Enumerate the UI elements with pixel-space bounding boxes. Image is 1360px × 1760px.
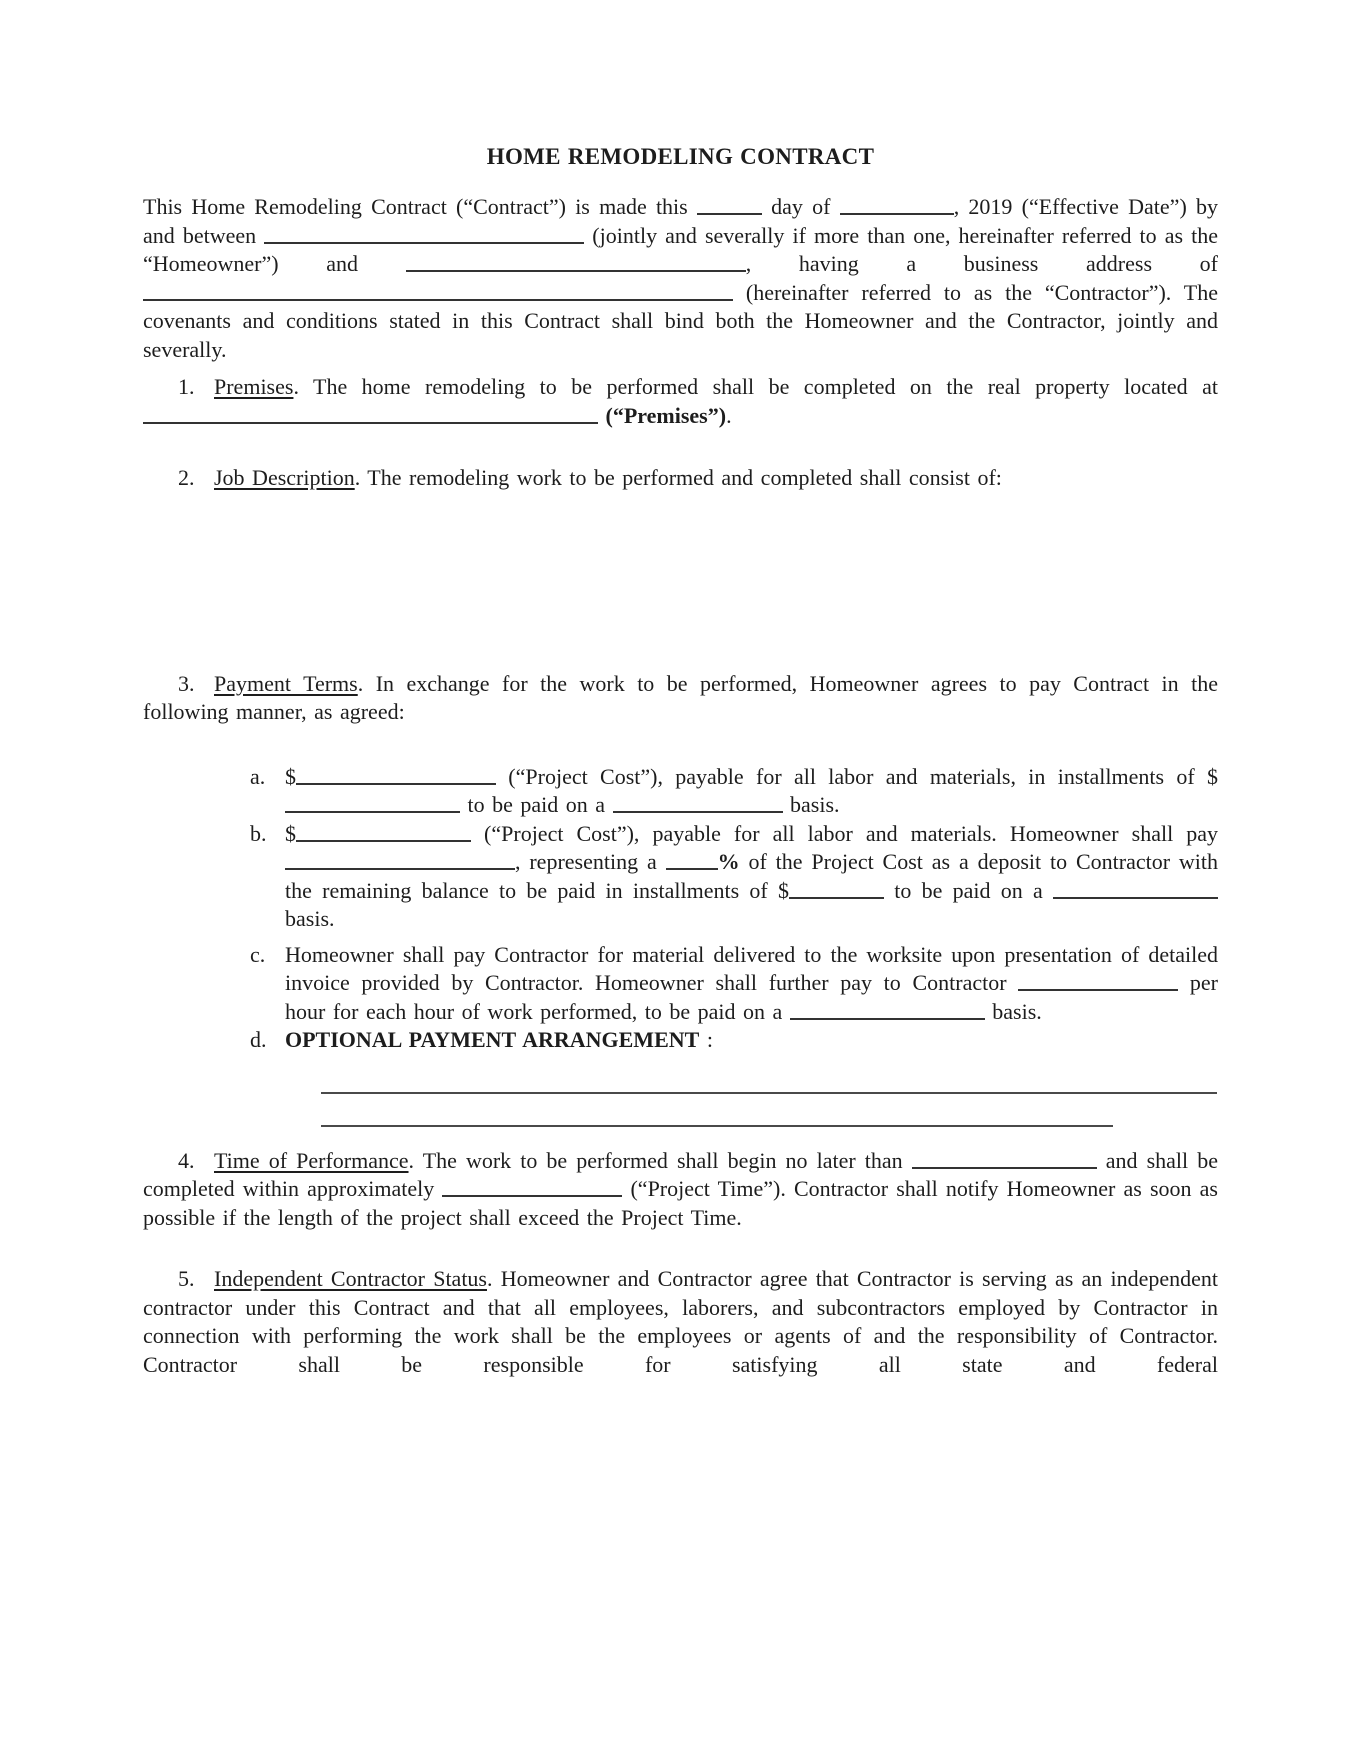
text-run: (“Premises”) — [605, 402, 727, 428]
text-run: , 2019 (“Effective Date”) by and between — [143, 194, 1218, 248]
list-marker: 4. — [178, 1147, 195, 1173]
text-run: , having a business address of — [745, 251, 1218, 276]
list-marker: b. — [250, 820, 267, 846]
list-marker: 2. — [178, 465, 195, 490]
text-run: , representing a — [515, 849, 666, 874]
text-run: Homeowner shall pay Contractor for material delivered to the worksite upon presentation of detailed invoice provided by Contractor. Homeowner shall further pay to Contractor — [285, 941, 1218, 995]
text-run: Job Description — [214, 465, 355, 490]
text-run: . The work to be performed shall begin no later than — [408, 1147, 912, 1173]
text-run: per hour for each hour of work performed, to be paid on a — [285, 970, 1219, 1024]
blank-field — [442, 1191, 622, 1197]
payment-option-c — [143, 941, 1218, 1027]
premises-item — [143, 373, 1218, 430]
blank-field — [912, 1163, 1097, 1169]
list-marker: 3. — [178, 670, 195, 696]
text-run: $ — [285, 763, 296, 789]
document-title — [143, 142, 1218, 172]
list-marker: 5. — [178, 1266, 195, 1291]
blank-field — [296, 836, 471, 842]
time-of-performance-item — [143, 1147, 1218, 1233]
payment-option-d — [143, 1026, 1218, 1055]
blank-field — [143, 418, 598, 424]
text-run: to be paid on a — [460, 792, 613, 817]
blank-field — [406, 266, 746, 272]
blank-field — [285, 807, 460, 813]
text-run: $ — [285, 820, 296, 846]
blank-field — [1018, 985, 1178, 991]
job-description-space — [143, 493, 1218, 670]
blank-field — [143, 295, 733, 301]
text-run: % — [717, 849, 740, 874]
text-run: . Homeowner and Contractor agree that Contractor is serving as an independent contractor under this Contract and that all employees, laborers, and subcontractors employed by Contractor in connection with performing the work shall be the employees or agents of and the responsibility of Contractor. Contractor shall be responsible for satisfying all state and federal — [143, 1266, 1218, 1377]
text-run: (hereinafter referred to as the “Contractor”). The covenants and conditions stated in this Contract shall bind both the Homeowner and the Contractor, jointly and severally. — [143, 279, 1218, 362]
blank-field — [1053, 893, 1218, 899]
text-run: . The home remodeling to be performed shall be completed on the real property located at — [293, 374, 1218, 399]
blank-field — [613, 807, 783, 813]
text-run: : — [699, 1027, 713, 1052]
intro-paragraph — [143, 193, 1218, 364]
text-run: of the Project Cost as a deposit to Contractor with the remaining balance to be paid in installments of $ — [285, 849, 1219, 903]
payment-terms-item — [143, 670, 1218, 727]
payment-option-a — [143, 763, 1218, 820]
blank-field — [840, 209, 954, 215]
text-run: and shall be completed within approximately — [143, 1147, 1218, 1201]
text-run: (“Project Cost”), payable for all labor and materials, in installments of $ — [496, 763, 1218, 789]
text-run — [598, 403, 606, 428]
list-marker: 1. — [178, 374, 195, 399]
text-run: Time of Performance — [214, 1147, 409, 1173]
text-run: basis. — [285, 906, 335, 931]
text-run: to be paid on a — [883, 877, 1053, 903]
list-marker: a. — [250, 763, 266, 789]
text-run: (“Project Cost”), payable for all labor and materials. Homeowner shall pay — [471, 820, 1218, 846]
text-run: This Home Remodeling Contract (“Contract”) is made this — [143, 194, 697, 219]
text-run: . — [726, 402, 732, 428]
fill-in-line-1 — [321, 1062, 1217, 1094]
job-description-item — [143, 464, 1218, 493]
text-run: Independent Contractor Status — [214, 1266, 487, 1291]
list-marker: c. — [250, 941, 266, 967]
text-run: day of — [761, 194, 840, 219]
blank-field — [789, 893, 884, 899]
list-marker: d. — [250, 1027, 267, 1052]
blank-field — [285, 864, 515, 870]
fill-in-line-2 — [321, 1095, 1113, 1127]
text-run: (jointly and severally if more than one, hereinafter referred to as the “Homeowner”) and — [143, 222, 1219, 276]
blank-field — [296, 779, 496, 785]
blank-field — [264, 238, 584, 244]
text-run: Payment Terms — [214, 670, 358, 696]
text-run: OPTIONAL PAYMENT ARRANGEMENT — [285, 1027, 700, 1052]
payment-option-b — [143, 820, 1218, 934]
blank-field — [697, 209, 762, 215]
blank-field — [790, 1014, 985, 1020]
text-run: Premises — [214, 374, 294, 399]
blank-field — [666, 864, 718, 870]
text-run: . The remodeling work to be performed and completed shall consist of: — [354, 465, 1002, 490]
text-run: . In exchange for the work to be performed, Homeowner agrees to pay Contract in the following manner, as agreed: — [143, 670, 1218, 724]
text-run: basis. — [984, 998, 1042, 1024]
text-run: (“Project Time”). Contractor shall notify Homeowner as soon as possible if the length of the project shall exceed the Project Time. — [143, 1176, 1218, 1230]
text-run: basis. — [782, 792, 840, 817]
independent-contractor-item — [143, 1265, 1218, 1379]
text-run: HOME REMODELING CONTRACT — [486, 144, 875, 169]
